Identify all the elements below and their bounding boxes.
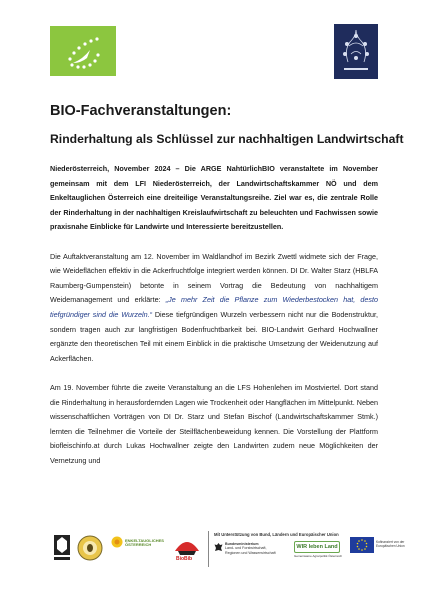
emblem-icon — [52, 533, 72, 563]
enkeltauglich-line-2: ÖSTERREICH — [125, 542, 152, 548]
footer-logos — [50, 525, 405, 573]
paragraph-3: Am 19. November führte die zweite Veranstaltung an die LFS Hohenlehen im Mostviertel. Dort stand die Rinderhaltung in herausfordernden Lagen wie Trockenheit oder Hangflächen im Mittelpunkt. Neben wissenschaftlichen Vorträgen von DI Dr. Starz und Stefan Bischof (Landwirtschaftskammer Stmk.) lernten die Teilnehmer die Vorteile der Steilflächenbeweidung kennen. Die Vorstellung der Plattform biofleischinfo.at durch Lukas Hochwallner zeigte den Landwirten zudem neue Möglichkeiten der Vernetzung und — [50, 382, 378, 465]
page-subtitle: Rinderhaltung als Schlüssel zur nachhaltigen Landwirtschaft — [50, 132, 404, 146]
lead-paragraph: Niederösterreich, November 2024 – Die ARGE NahtürlichBIO veranstaltete im November gemeinsam mit dem LFI Niederösterreich, der Landwirtschaftskammer NÖ und dem Enkeltauglichen Österreich eine dreiteilige Veranstaltungsreihe. Ziel war es, die zentrale Rolle der Rinderhaltung in der nachhaltigen Kreislaufwirtschaft zu beleuchten und Fachwissen sowie praxisnahe Einblicke für Landwirte und Interessierte bereitzustellen. — [50, 164, 378, 232]
eu-organic-leaf-icon — [50, 26, 116, 76]
wir-leben-land-logo — [294, 541, 340, 553]
enkeltauglich-text — [125, 539, 164, 548]
eu-caption-line-2: Europäischen Union — [376, 544, 405, 549]
eu-caption — [376, 540, 405, 549]
page-title: BIO-Fachveranstaltungen: — [50, 103, 232, 119]
paragraph-2-text-a: Die Auftaktveranstaltung am 12. November im Waldlandhof im Bezirk Zwettl widmete sich der Frage, wie Weideflächen effektiv in die Ackerfruchtfolge integriert werden können. DI Dr. Walter Starz (HBLFA Raumberg-Gumpenstein) betonte in seinem Vortrag die Bedeutung von nachhaltigem Weidemanagement und erklärte: — [50, 251, 378, 305]
enkeltauglich-line-1: ENKELTAUGLICHES — [125, 538, 164, 543]
ministry-line-3: Regionen und Wasserwirtschaft — [225, 550, 276, 555]
footer-divider — [208, 531, 209, 567]
article-body — [50, 162, 378, 483]
eu-organic-logo — [50, 26, 116, 76]
nahtuerlich-bio-logo-icon — [334, 24, 378, 79]
support-text: Mit Unterstützung von Bund, Ländern und Europäischer Union — [214, 532, 339, 537]
quote: „Je mehr Zeit die Pflanze zum Wiederbestocken hat, desto tiefgründiger sind die Wurzeln.“ — [50, 295, 378, 319]
wir-leben-land-text: WIR leben Land — [296, 544, 338, 550]
ministry-line-2: Land- und Forstwirtschaft, — [225, 546, 267, 551]
eu-caption-line-1: Kofinanziert von der — [376, 540, 405, 544]
paragraph-2 — [50, 250, 378, 367]
biobib-text: BioBib — [176, 556, 193, 562]
leader-subtext: Gemeinsame Agrarpolitik Österreich — [294, 554, 343, 558]
bee-seal-icon — [76, 533, 104, 563]
ministry-line-1: Bundesministerium — [225, 542, 259, 546]
nahtuerlich-bio-logo — [334, 24, 378, 79]
austria-eagle-icon — [214, 542, 223, 553]
eu-flag-icon — [350, 537, 374, 553]
enkeltauglich-sun-icon — [110, 535, 124, 549]
ministry-text — [225, 542, 276, 555]
paragraph-2-text-b: Diese tiefgründigen Wurzeln verbessern nicht nur die Bodenstruktur, sondern tragen auch zur langfristigen Bodenfruchtbarkeit bei. BIO-Landwirt Gerhard Hochwallner ergänzte den theoretischen Teil mit einem Einblick in die praktische Umsetzung der Weidenutzung auf Ackerflächen. — [50, 309, 378, 363]
